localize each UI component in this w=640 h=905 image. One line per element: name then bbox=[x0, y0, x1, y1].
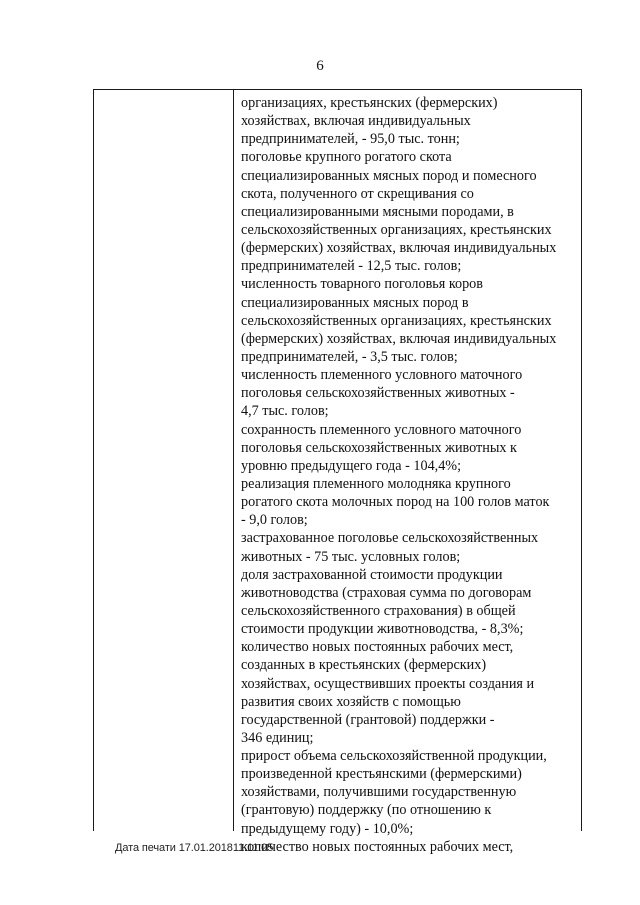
text-line: специализированных мясных пород и помесного bbox=[241, 167, 537, 184]
column-divider bbox=[233, 90, 234, 831]
text-line: созданных в крестьянских (фермерских) bbox=[241, 657, 487, 674]
text-line: специализированными мясными породами, в bbox=[241, 203, 514, 220]
text-line: 346 единиц; bbox=[241, 729, 314, 746]
text-line: реализация племенного молодняка крупного bbox=[241, 475, 511, 492]
text-line: сельскохозяйственных организациях, крестьянских bbox=[241, 221, 552, 238]
text-line: хозяйствах, осуществивших проекты создания и bbox=[241, 675, 535, 692]
text-line: поголовья сельскохозяйственных животных - bbox=[241, 385, 515, 402]
text-line: хозяйствах, включая индивидуальных bbox=[241, 113, 471, 130]
text-line: организациях, крестьянских (фермерских) bbox=[241, 95, 498, 111]
text-line: количество новых постоянных рабочих мест, bbox=[241, 838, 514, 855]
text-line: численность племенного условного маточного bbox=[241, 367, 523, 384]
table-left-cell bbox=[94, 90, 233, 831]
text-line: специализированных мясных пород в bbox=[241, 294, 469, 311]
text-line: предпринимателей, - 3,5 тыс. голов; bbox=[241, 348, 458, 365]
text-line: предпринимателей - 12,5 тыс. голов; bbox=[241, 258, 462, 275]
text-line: поголовья сельскохозяйственных животных к bbox=[241, 439, 517, 456]
text-line: рогатого скота молочных пород на 100 голов маток bbox=[241, 494, 550, 511]
text-line: количество новых постоянных рабочих мест, bbox=[241, 639, 514, 656]
print-date-footer: Дата печати 17.01.201811:11:05 bbox=[115, 842, 274, 854]
text-line: стоимости продукции животноводства, - 8,3%; bbox=[241, 621, 524, 638]
page-number: 6 bbox=[316, 58, 324, 74]
text-line: сельскохозяйственного страхования) в общей bbox=[241, 602, 516, 619]
text-line: скота, полученного от скрещивания со bbox=[241, 185, 474, 202]
text-line: сохранность племенного условного маточного bbox=[241, 421, 522, 438]
text-line: уровню предыдущего года - 104,4%; bbox=[241, 457, 462, 474]
text-line: государственной (грантовой) поддержки - bbox=[241, 711, 495, 728]
text-line: животных - 75 тыс. условных голов; bbox=[241, 548, 461, 565]
text-line: предпринимателей, - 95,0 тыс. тонн; bbox=[241, 131, 460, 148]
table-right-cell bbox=[241, 94, 581, 856]
text-line: произведенной крестьянскими (фермерскими) bbox=[241, 766, 522, 783]
text-line: доля застрахованной стоимости продукции bbox=[241, 566, 503, 583]
text-line: хозяйствами, получившими государственную bbox=[241, 784, 517, 801]
text-line: (фермерских) хозяйствах, включая индивидуальных bbox=[241, 240, 557, 257]
text-line: животноводства (страховая сумма по договорам bbox=[241, 584, 532, 601]
text-line: прирост объема сельскохозяйственной продукции, bbox=[241, 748, 547, 765]
text-line: (грантовую) поддержку (по отношению к bbox=[241, 802, 492, 819]
text-line: сельскохозяйственных организациях, крестьянских bbox=[241, 312, 552, 329]
text-line: 4,7 тыс. голов; bbox=[241, 403, 329, 420]
text-line: развития своих хозяйств с помощью bbox=[241, 693, 461, 710]
text-line: (фермерских) хозяйствах, включая индивидуальных bbox=[241, 330, 557, 347]
text-line: застрахованное поголовье сельскохозяйственных bbox=[241, 530, 539, 547]
text-line: численность товарного поголовья коров bbox=[241, 276, 483, 293]
text-line: - 9,0 голов; bbox=[241, 512, 308, 529]
text-line: предыдущему году) - 10,0%; bbox=[241, 820, 414, 837]
text-line: поголовье крупного рогатого скота bbox=[241, 149, 452, 166]
